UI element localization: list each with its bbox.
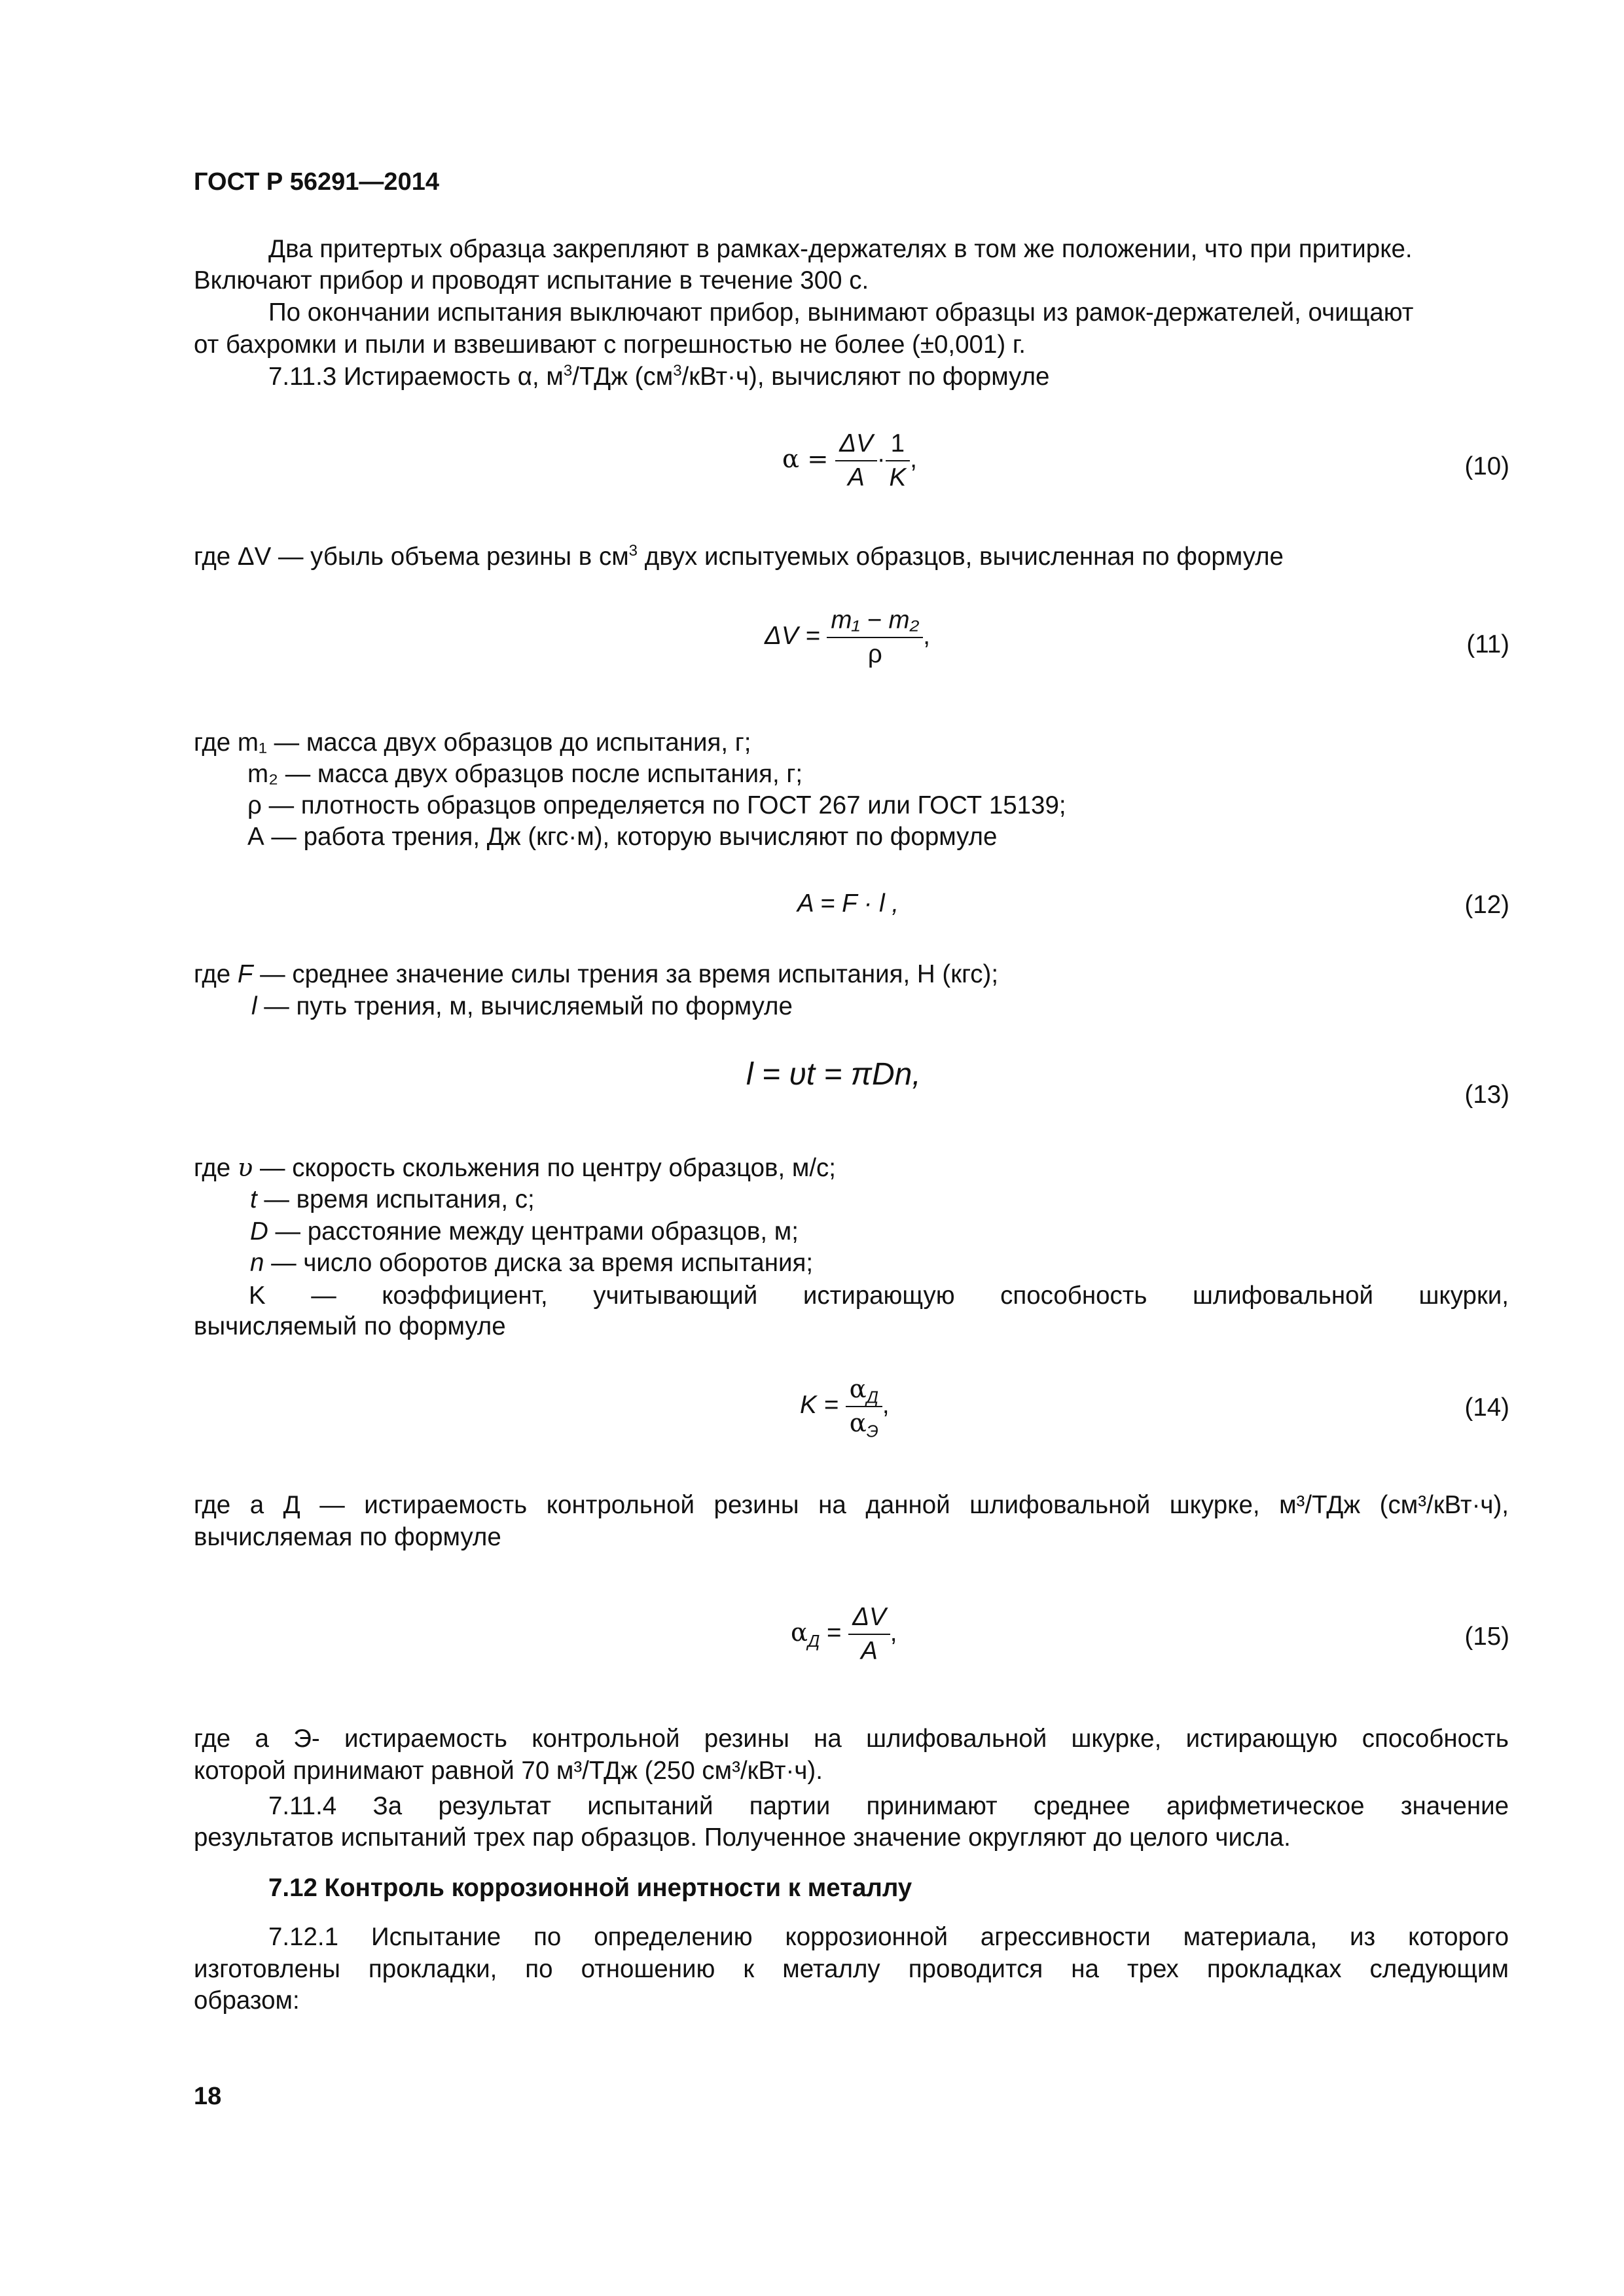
fraction bbox=[886, 429, 911, 493]
text-fragment: — время испытания, с; bbox=[257, 1185, 535, 1213]
denominator-text: K bbox=[889, 463, 907, 492]
definition-alpha-e-line-2: которой принимают равной 70 м³/ТДж (250 см³/кВт·ч). bbox=[194, 1757, 823, 1785]
paragraph-7-12-1-line-3: образом: bbox=[194, 1986, 300, 2015]
definition-a: А — работа трения, Дж (кгс·м), которую вычисляют по формуле bbox=[247, 823, 998, 851]
numerator bbox=[835, 429, 877, 461]
denominator bbox=[846, 1407, 882, 1439]
numerator-text: α bbox=[849, 1374, 867, 1404]
paragraph-1-line-1: Два притертых образца закрепляют в рамках-держателях в том же положении, что при притирке. bbox=[268, 235, 1413, 263]
text-fragment: /ТДж (см bbox=[572, 363, 674, 391]
formula-expression: l = υt = πDn, bbox=[746, 1057, 921, 1092]
definition-rho: ρ — плотность образцов определяется по ГОСТ 267 или ГОСТ 15139; bbox=[247, 791, 1066, 819]
text-fragment: двух испытуемых образцов, вычисленная по формуле bbox=[638, 543, 1284, 571]
definition-delta-v bbox=[194, 541, 1284, 573]
denominator-subscript: Э bbox=[866, 1421, 878, 1441]
formula-15 bbox=[791, 1602, 897, 1666]
formula-number-11: (11) bbox=[1466, 630, 1509, 658]
symbol-f: F bbox=[237, 960, 253, 988]
paragraph-7-11-3 bbox=[268, 361, 1049, 393]
paragraph-7-12-1-line-1: 7.12.1 Испытание по определению коррозионной агрессивности материала, из которого bbox=[268, 1923, 1509, 1951]
symbol-t: t bbox=[250, 1185, 257, 1213]
definition-alpha-d-line-2: вычисляемая по формуле bbox=[194, 1523, 501, 1551]
equals-sign: = bbox=[827, 1619, 842, 1647]
numerator-subscript: Д bbox=[866, 1387, 878, 1407]
formula-12 bbox=[797, 888, 899, 920]
definition-k-line-2: вычисляемый по формуле bbox=[194, 1312, 506, 1340]
superscript: 3 bbox=[628, 542, 638, 560]
denominator bbox=[886, 461, 911, 493]
text-fragment: 7.11.3 Истираемость α, м bbox=[268, 363, 564, 391]
text-fragment: — число оборотов диска за время испытания; bbox=[264, 1249, 814, 1277]
paragraph-7-12-1-line-2: изготовлены прокладки, по отношению к металлу проводится на трех прокладках следующим bbox=[194, 1955, 1509, 1983]
text-fragment: — среднее значение силы трения за время испытания, Н (кгс); bbox=[253, 960, 999, 988]
numerator-text: m₁ − m₂ bbox=[831, 606, 920, 634]
formula-lhs: α bbox=[791, 1618, 808, 1648]
paragraph-7-11-4-line-1: 7.11.4 За результат испытаний партии принимают среднее арифметическое значение bbox=[268, 1792, 1509, 1820]
denominator bbox=[848, 1635, 890, 1666]
paragraph-7-11-4-line-2: результатов испытаний трех пар образцов. Полученное значение округляют до целого числа. bbox=[194, 1823, 1291, 1852]
numerator bbox=[827, 605, 923, 638]
definition-m2: m₂ — масса двух образцов после испытания, г; bbox=[247, 760, 803, 788]
numerator-text: ΔV bbox=[839, 429, 873, 457]
formula-11 bbox=[765, 605, 930, 670]
definition-v bbox=[194, 1152, 836, 1185]
section-heading-7-12: 7.12 Контроль коррозионной инертности к металлу bbox=[268, 1874, 912, 1902]
document-header: ГОСТ Р 56291—2014 bbox=[194, 168, 439, 196]
symbol-l: l bbox=[251, 992, 257, 1020]
denominator-text: A bbox=[848, 463, 865, 492]
formula-number-10: (10) bbox=[1464, 452, 1509, 480]
text-fragment: где bbox=[194, 960, 238, 988]
denominator-text: ρ bbox=[867, 640, 882, 668]
denominator bbox=[827, 638, 923, 670]
page-number: 18 bbox=[194, 2083, 222, 2110]
formula-tail: , bbox=[882, 1391, 890, 1420]
text-fragment: /кВт·ч), вычисляют по формуле bbox=[681, 363, 1050, 391]
formula-14 bbox=[800, 1374, 890, 1439]
definition-t bbox=[250, 1183, 535, 1216]
fraction bbox=[848, 1602, 890, 1666]
definition-alpha-d-line-1: где a Д — истираемость контрольной резины на данной шлифовальной шкурке, м³/ТДж (см³/кВт·ч), bbox=[194, 1491, 1509, 1519]
text-fragment: где ΔV — убыль объема резины в см bbox=[194, 543, 629, 571]
denominator-text: α bbox=[849, 1408, 867, 1438]
paragraph-2-line-2: от бахромки и пыли и взвешивают с погрешностью не более (±0,001) г. bbox=[194, 331, 1026, 359]
text-fragment: — расстояние между центрами образцов, м; bbox=[268, 1217, 799, 1246]
definition-k-line-1: K — коэффициент, учитывающий истирающую способность шлифовальной шкурки, bbox=[249, 1282, 1509, 1310]
fraction bbox=[835, 429, 877, 493]
denominator bbox=[835, 461, 877, 493]
formula-lhs-subscript: Д bbox=[808, 1630, 820, 1651]
numerator bbox=[846, 1374, 882, 1407]
multiply-dot: · bbox=[876, 445, 886, 474]
numerator-text: 1 bbox=[890, 429, 905, 457]
formula-lhs: ΔV = bbox=[765, 622, 820, 651]
numerator bbox=[848, 1602, 890, 1635]
definition-m1: где m₁ — масса двух образцов до испытания, г; bbox=[194, 728, 751, 757]
formula-lhs: α = bbox=[782, 444, 829, 475]
fraction bbox=[827, 605, 923, 670]
formula-10 bbox=[782, 429, 917, 493]
formula-lhs: K = bbox=[800, 1391, 839, 1420]
fraction bbox=[846, 1374, 882, 1439]
paragraph-2-line-1: По окончании испытания выключают прибор, вынимают образцы из рамок-держателей, очищают bbox=[268, 298, 1414, 327]
superscript: 3 bbox=[563, 362, 573, 380]
denominator-text: A bbox=[861, 1637, 878, 1665]
definition-d bbox=[250, 1215, 799, 1248]
formula-tail: , bbox=[910, 445, 917, 474]
formula-tail: , bbox=[890, 1619, 897, 1647]
formula-number-13: (13) bbox=[1464, 1081, 1509, 1109]
superscript: 3 bbox=[673, 362, 682, 380]
numerator bbox=[886, 429, 911, 461]
definition-f bbox=[194, 958, 998, 991]
symbol-v: υ bbox=[237, 1153, 253, 1183]
numerator-text: ΔV bbox=[852, 1603, 886, 1631]
definition-l bbox=[251, 990, 793, 1023]
formula-number-12: (12) bbox=[1464, 891, 1509, 919]
formula-number-15: (15) bbox=[1464, 1623, 1509, 1651]
text-fragment: где bbox=[194, 1154, 238, 1182]
formula-number-14: (14) bbox=[1464, 1393, 1509, 1422]
text-fragment: — скорость скольжения по центру образцов, м/с; bbox=[253, 1154, 836, 1182]
paragraph-1-line-2: Включают прибор и проводят испытание в течение 300 с. bbox=[194, 266, 869, 295]
definition-n bbox=[250, 1247, 813, 1280]
definition-alpha-e-line-1: где a Э- истираемость контрольной резины на шлифовальной шкурке, истирающую способность bbox=[194, 1725, 1509, 1753]
formula-13 bbox=[746, 1055, 921, 1094]
text-fragment: — путь трения, м, вычисляемый по формуле bbox=[257, 992, 793, 1020]
symbol-d: D bbox=[250, 1217, 268, 1246]
symbol-n: n bbox=[250, 1249, 264, 1277]
formula-tail: , bbox=[923, 622, 930, 651]
formula-expression: A = F · l , bbox=[797, 889, 899, 918]
